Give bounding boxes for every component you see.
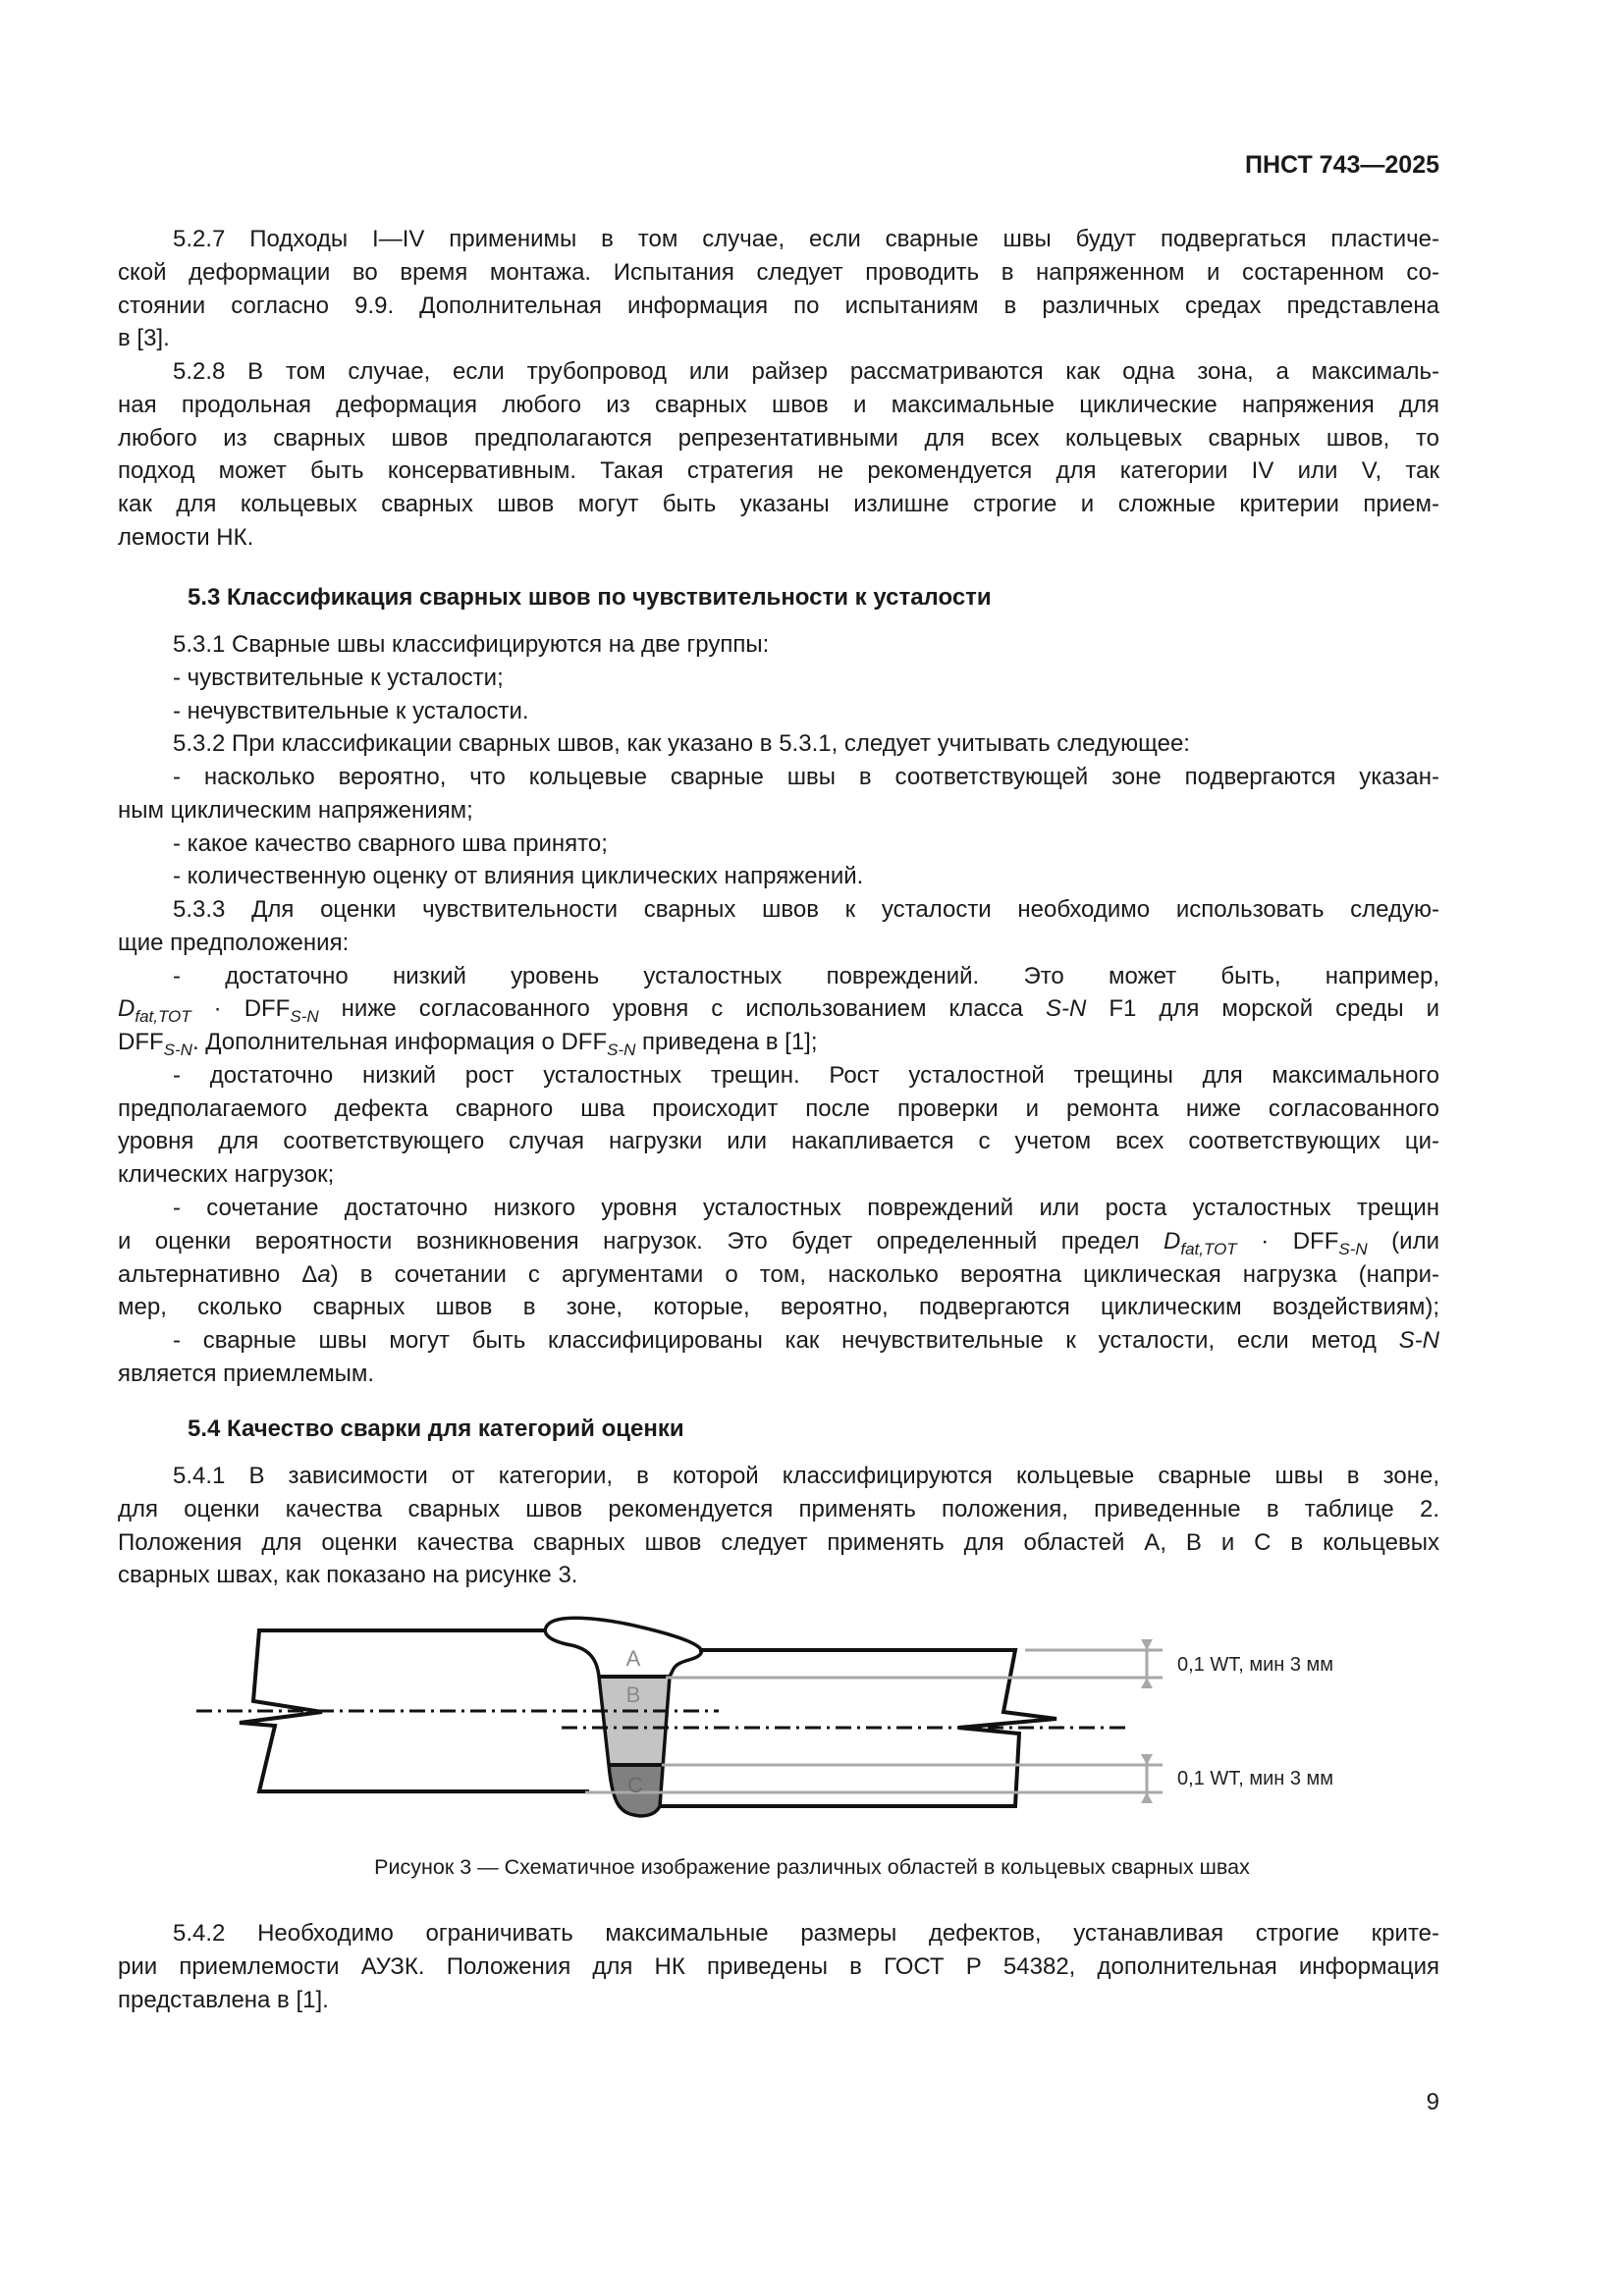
text-line: мер, сколько сварных швов в зоне, которые, вероятно, подвергаются циклическим воздействиям); [118, 1294, 1439, 1321]
text-line: - насколько вероятно, что кольцевые сварные швы в соответствующей зоне подвергаются указан- [173, 764, 1439, 791]
text-line: 5.2.8 В том случае, если трубопровод или райзер рассматриваются как одна зона, а максималь- [173, 358, 1439, 386]
text-line: лемости НК. [118, 523, 254, 551]
text-fragment: . Дополнительная информация о DFF [191, 1029, 608, 1056]
figure-caption: Рисунок 3 — Схематичное изображение различных областей в кольцевых сварных швах [374, 1855, 1250, 1879]
text-fragment: F1 для морской среды и [1086, 995, 1440, 1023]
text-line: - достаточно низкий уровень усталостных повреждений. Это может быть, например, [173, 962, 1439, 989]
dimension-label-top: 0,1 WT, мин 3 мм [1177, 1654, 1334, 1676]
text-line: ным циклическим напряжениям; [118, 796, 473, 824]
text-fragment: и оценки вероятности возникновения нагрузок. Это будет определенный предел [118, 1227, 1164, 1255]
text-fragment: альтернативно Δ [118, 1260, 318, 1288]
text-line: представлена в [1]. [118, 1986, 329, 2013]
text-line: - нечувствительные к усталости. [173, 697, 529, 724]
text-line: в [3]. [118, 325, 170, 352]
text-line: является приемлемым. [118, 1360, 374, 1387]
text-line: сварных швах, как показано на рисунке 3. [118, 1562, 578, 1589]
formula-fragment: D [1164, 1227, 1181, 1255]
text-line: - какое качество сварного шва принято; [173, 829, 608, 857]
text-line: - достаточно низкий рост усталостных трещин. Рост усталостной трещины для максимального [173, 1061, 1439, 1089]
text-line: подход может быть консервативным. Такая стратегия не рекомендуется для категории IV или V, так [118, 457, 1439, 485]
clause-5-4-2 [118, 1917, 1439, 2016]
text-fragment: приведена в [1]; [635, 1029, 818, 1056]
text-fragment: (или [1367, 1227, 1439, 1255]
page-number: 9 [1426, 2089, 1439, 2115]
formula-fragment: fat,TOT [1180, 1239, 1237, 1258]
text-line: 5.3.3 Для оценки чувствительности сварных швов к усталости необходимо использовать следую- [173, 896, 1439, 924]
text-line: ской деформации во время монтажа. Испытания следует проводить в напряженном и состаренном со- [118, 258, 1439, 286]
formula-fragment: S-N [290, 1007, 319, 1027]
heading-5-4: 5.4 Качество сварки для категорий оценки [188, 1415, 684, 1442]
text-fragment: · DFF [190, 995, 291, 1023]
region-b-label: B [625, 1682, 641, 1707]
text-fragment: DFF [118, 1029, 164, 1056]
text-line: для оценки качества сварных швов рекомендуется применять положения, приведенные в таблице 2. [118, 1495, 1439, 1522]
formula-fragment: fat,TOT [135, 1007, 191, 1027]
heading-5-3: 5.3 Классификация сварных швов по чувствительности к усталости [188, 584, 992, 611]
formula-fragment: a [317, 1260, 331, 1288]
formula-fragment: S-N [1338, 1239, 1368, 1258]
text-line: уровня для соответствующего случая нагрузки или накапливается с учетом всех соответствующих ци- [118, 1128, 1439, 1155]
text-line: Положения для оценки качества сварных швов следует применять для областей А, В и С в кольцевых [118, 1528, 1439, 1556]
text-fragment: ниже согласованного уровня с использованием класса [318, 995, 1046, 1023]
text-line: рии приемлемости АУЗК. Положения для НК приведены в ГОСТ Р 54382, дополнительная информация [118, 1952, 1439, 1980]
formula-fragment: S-N [607, 1041, 636, 1060]
text-line: клических нагрузок; [118, 1161, 335, 1189]
dimension-label-bottom: 0,1 WT, мин 3 мм [1177, 1768, 1334, 1789]
formula-fragment: S-N [1045, 995, 1087, 1023]
text-fragment: · DFF [1236, 1227, 1339, 1255]
region-c-label: C [627, 1773, 643, 1797]
region-a-label: A [625, 1646, 641, 1671]
text-line: стоянии согласно 9.9. Дополнительная информация по испытаниям в различных средах представлена [118, 292, 1439, 319]
text-line: 5.4.2 Необходимо ограничивать максимальные размеры дефектов, устанавливая строгие крите- [173, 1920, 1439, 1947]
text-line: ная продольная деформация любого из сварных швов и максимальные циклические напряжения для [118, 391, 1439, 418]
text-line: - сочетание достаточно низкого уровня усталостных повреждений или роста усталостных трещин [173, 1195, 1439, 1222]
formula-fragment: S-N [1398, 1327, 1439, 1355]
text-line: 5.3.2 При классификации сварных швов, как указано в 5.3.1, следует учитывать следующее: [173, 730, 1190, 758]
text-line: любого из сварных швов предполагаются репрезентативными для всех кольцевых сварных швов, то [118, 424, 1439, 452]
text-fragment: - сварные швы могут быть классифицированы как нечувствительные к усталости, если метод [173, 1327, 1399, 1355]
text-line: как для кольцевых сварных швов могут быть указаны излишне строгие и сложные критерии прием- [118, 491, 1439, 518]
text-line: 5.3.1 Сварные швы классифицируются на две группы: [173, 631, 770, 658]
text-line: - чувствительные к усталости; [173, 664, 504, 691]
text-line: - количественную оценку от влияния циклических напряжений. [173, 863, 864, 890]
formula-fragment: S-N [163, 1041, 192, 1060]
text-line: предполагаемого дефекта сварного шва происходит после проверки и ремонта ниже согласованного [118, 1095, 1439, 1122]
text-line: 5.2.7 Подходы I—IV применимы в том случае, если сварные швы будут подвергаться пластиче- [173, 226, 1439, 252]
document-code: ПНСТ 743—2025 [1245, 151, 1439, 179]
text-line: щие предположения: [118, 929, 350, 956]
text-fragment: ) в сочетании с аргументами о том, насколько вероятна циклическая нагрузка (напри- [330, 1260, 1439, 1288]
formula-fragment: D [118, 995, 135, 1023]
text-line: 5.4.1 В зависимости от категории, в которой классифицируются кольцевые сварные швы в зоне, [173, 1463, 1439, 1489]
